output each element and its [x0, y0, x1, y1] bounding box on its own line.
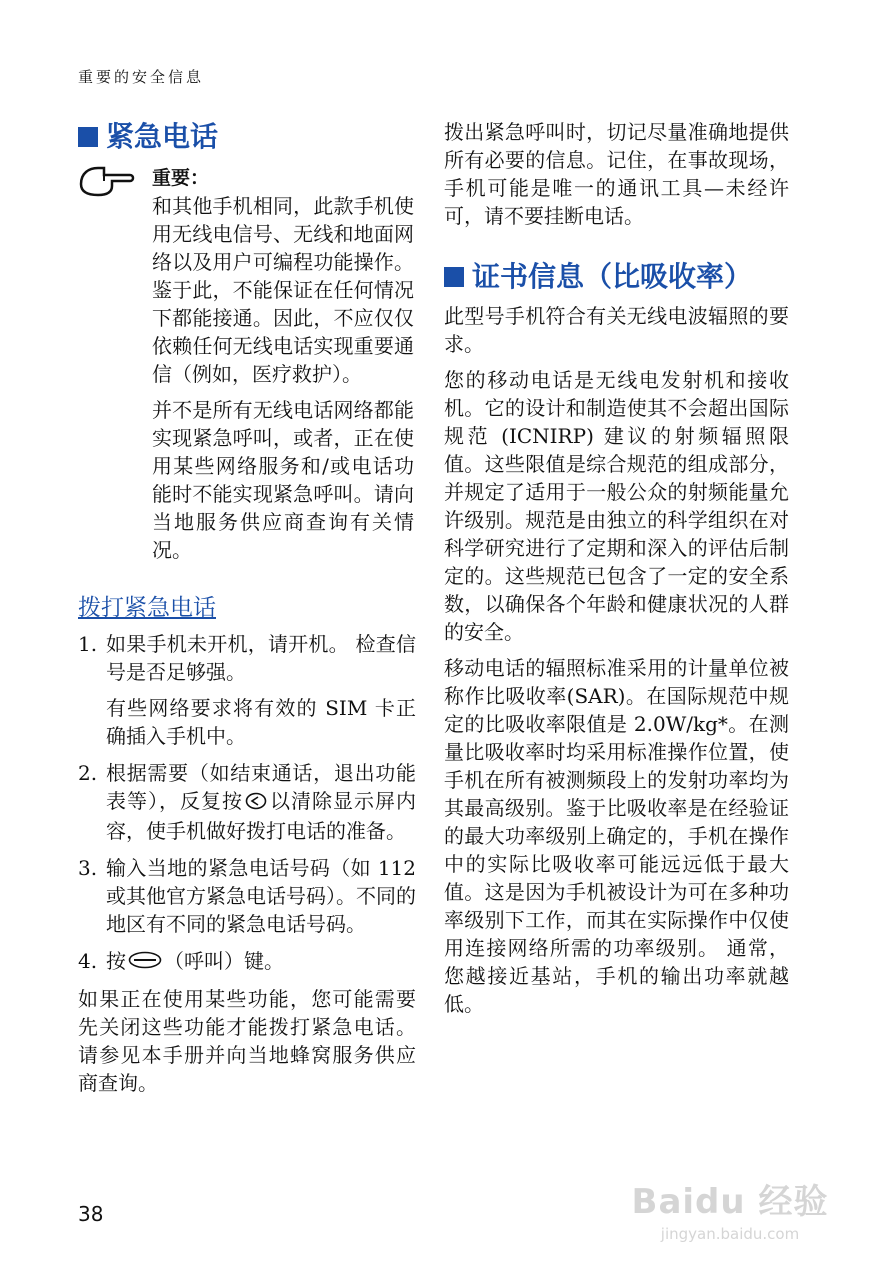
step-1-note: 有些网络要求将有效的 SIM 卡正确插入手机中。 — [106, 696, 416, 748]
clear-key-icon — [245, 789, 267, 817]
square-bullet-icon — [444, 267, 464, 287]
step-2-text — [106, 759, 416, 845]
step-number: 1. — [78, 632, 98, 656]
step-number: 2. — [78, 761, 98, 785]
section-heading-certification-text: 证书信息（比吸收率） — [472, 260, 753, 293]
step-3-text: 输入当地的紧急电话号码（如 112 或其他官方紧急电话号码）。不同的地区有不同的紧急电话号码。 — [106, 855, 436, 936]
section-heading-emergency-text: 紧急电话 — [106, 120, 219, 153]
list-item — [78, 630, 416, 750]
step-4-text — [106, 947, 416, 977]
important-note — [78, 164, 416, 572]
watermark-logo-text: Baidu 经验 — [631, 1182, 829, 1222]
list-item — [78, 854, 436, 938]
note-paragraph-2: 并不是所有无线电话网络都能实现紧急呼叫，或者，正在使用某些网络服务和/或电话功能时不能实现紧急呼叫。请向当地服务供应商查询有关情况。 — [152, 398, 414, 562]
sar-paragraph-1: 此型号手机符合有关无线电波辐照的要求。 — [444, 304, 789, 356]
square-bullet-icon — [78, 127, 98, 147]
step-4-text-b: （呼叫）键。 — [164, 948, 284, 973]
call-key-icon — [128, 948, 162, 976]
pointing-hand-icon — [78, 164, 152, 572]
section-heading-certification — [444, 258, 789, 296]
list-item — [78, 759, 416, 845]
watermark-logo — [625, 1148, 835, 1258]
left-column — [78, 118, 436, 1097]
step-2-text-a: 根据需要（如结束通话，退出功能表等），反复按 — [106, 761, 416, 813]
sar-paragraph-2: 您的移动电话是无线电发射机和接收机。它的设计和制造使其不会超出国际规范 (ICNIRP) 建议的射频辐照限值。这些限值是综合规范的组成部分，并规定了适用于一般公众的射频能量允许级别。规范是由独立的科学组织在对科学研究进行了定期和深入的评估后制定的。这些规范已包含了一定的安全系数，以确保各个年龄和健康状况的人群的安全。 — [444, 368, 789, 644]
note-paragraph-1: 和其他手机相同，此款手机使用无线电信号、无线和地面网络以及用户可编程功能操作。鉴于此，不能保证在任何情况下都能接通。因此，不应仅仅依赖任何无线电话实现重要通信（例如，医疗救护）。 — [152, 194, 414, 386]
step-2-text-b: 以清除显示屏内容，使手机做好拨打电话的准备。 — [106, 789, 416, 843]
note-label: 重要： — [152, 167, 210, 189]
running-head: 重要的安全信息 — [78, 68, 205, 86]
step-4-text-a: 按 — [106, 948, 126, 973]
section-heading-emergency — [78, 118, 416, 156]
subheading-dial-emergency: 拨打紧急电话 — [78, 595, 216, 621]
steps-list — [78, 630, 436, 976]
step-number: 4. — [78, 948, 98, 973]
step-number: 3. — [78, 855, 98, 880]
closing-paragraph: 如果正在使用某些功能，您可能需要先关闭这些功能才能拨打紧急电话。请参见本手册并向当地蜂窝服务供应商查询。 — [78, 987, 416, 1095]
right-column — [444, 118, 789, 1018]
page-number: 38 — [78, 1202, 104, 1226]
step-1-text: 如果手机未开机，请开机。 检查信号是否足够强。 — [106, 632, 416, 684]
watermark-url: jingyan.baidu.com — [660, 1225, 800, 1243]
intro-paragraph: 拨出紧急呼叫时，切记尽量准确地提供所有必要的信息。记住，在事故现场，手机可能是唯一的通讯工具—未经许可，请不要挂断电话。 — [444, 120, 789, 228]
list-item — [78, 947, 416, 977]
sar-paragraph-3: 移动电话的辐照标准采用的计量单位被称作比吸收率(SAR)。在国际规范中规定的比吸收率限值是 2.0W/kg*。在测量比吸收率时均采用标准操作位置，使手机在所有被测频段上的发射功率均为其最高级别。鉴于比吸收率是在经验证的最大功率级别上确定的，手机在操作中的实际比吸收率可能远远低于最大值。这是因为手机被设计为可在多种功率级别下工作，而其在实际操作中仅使用连接网络所需的功率级别。 通常，您越接近基站，手机的输出功率就越低。 — [444, 656, 789, 1016]
